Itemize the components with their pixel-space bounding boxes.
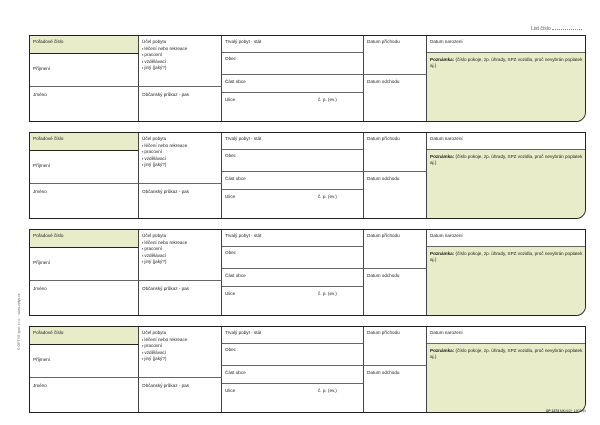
stay-purpose-option[interactable]: ▪ pracovní: [142, 52, 218, 59]
arrival-label: Datum příchodu: [367, 330, 400, 335]
stay-purpose-options: [142, 337, 218, 363]
note-field[interactable]: [427, 53, 586, 122]
city-field[interactable]: [222, 247, 364, 269]
birth-date-label: Datum narození: [430, 39, 463, 44]
surname-label: Příjmení: [33, 66, 51, 71]
residence-state-field[interactable]: [222, 230, 364, 247]
street-label: Ulice: [225, 388, 236, 393]
stay-purpose-option[interactable]: ▪ pracovní: [142, 343, 218, 350]
city-label: Obec: [225, 347, 236, 352]
stay-purpose-field[interactable]: [139, 133, 222, 184]
departure-label: Datum odchodu: [367, 370, 400, 375]
residence-state-label: Trvalý pobyt - stát: [225, 39, 262, 44]
city-part-label: Část obce: [225, 273, 246, 278]
sheet-number-label: List číslo: [531, 26, 582, 32]
stay-purpose-option[interactable]: ▪ vzdělávací: [142, 350, 218, 357]
order-no-label: Pořadové číslo: [33, 136, 64, 141]
stay-purpose-option[interactable]: ▪ vzdělávací: [142, 59, 218, 66]
street-label: Ulice: [225, 291, 236, 296]
street-field[interactable]: [222, 287, 364, 316]
birth-date-label: Datum narození: [430, 233, 463, 238]
departure-date-field[interactable]: [364, 366, 427, 413]
first-name-field[interactable]: [30, 87, 139, 122]
birth-date-label: Datum narození: [430, 330, 463, 335]
id-card-label: Občanský průkaz - pas: [142, 286, 189, 291]
surname-field[interactable]: [30, 345, 139, 378]
first-name-label: Jméno: [33, 286, 47, 291]
city-part-label: Část obce: [225, 79, 246, 84]
guest-record-card: [29, 229, 586, 316]
city-part-field[interactable]: [222, 366, 364, 384]
house-number-label: č. p. (ev.): [318, 194, 337, 199]
house-number-label: č. p. (ev.): [318, 97, 337, 102]
note-label-label: Poznámka:: [430, 348, 455, 353]
stay-purpose-option[interactable]: ▪ vzdělávací: [142, 156, 218, 163]
order-no-label: Pořadové číslo: [33, 233, 64, 238]
street-field[interactable]: [222, 384, 364, 413]
first-name-label: Jméno: [33, 383, 47, 388]
first-name-field[interactable]: [30, 184, 139, 219]
note-text-label: (číslo pokoje, zp. úhrady, SPZ vozidla, proč nevybrán poplatek aj.): [430, 154, 583, 165]
city-field[interactable]: [222, 53, 364, 75]
first-name-label: Jméno: [33, 92, 47, 97]
arrival-date-field[interactable]: [364, 133, 427, 172]
city-field[interactable]: [222, 150, 364, 172]
stay-purpose-option[interactable]: ▪ jiný (jaký?): [142, 356, 218, 363]
stay-purpose-option[interactable]: ▪ léčení nebo rekreace: [142, 46, 218, 53]
stay-purpose-option[interactable]: ▪ jiný (jaký?): [142, 259, 218, 266]
city-label: Obec: [225, 153, 236, 158]
first-name-field[interactable]: [30, 378, 139, 413]
surname-field[interactable]: [30, 248, 139, 281]
city-label: Obec: [225, 250, 236, 255]
stay-purpose-options: [142, 240, 218, 266]
stay-purpose-option[interactable]: ▪ léčení nebo rekreace: [142, 337, 218, 344]
order-number-field[interactable]: [30, 327, 139, 345]
residence-state-label: Trvalý pobyt - stát: [225, 233, 262, 238]
surname-field[interactable]: [30, 54, 139, 87]
departure-label: Datum odchodu: [367, 273, 400, 278]
surname-label: Příjmení: [33, 260, 51, 265]
arrival-label: Datum příchodu: [367, 233, 400, 238]
note-text-label: (číslo pokoje, zp. úhrady, SPZ vozidla, proč nevybrán poplatek aj.): [430, 57, 583, 68]
arrival-label: Datum příchodu: [367, 39, 400, 44]
residence-state-field[interactable]: [222, 133, 364, 150]
stay-purpose-option[interactable]: ▪ pracovní: [142, 246, 218, 253]
stay-purpose-option[interactable]: ▪ jiný (jaký?): [142, 65, 218, 72]
note-text-label: (číslo pokoje, zp. úhrady, SPZ vozidla, proč nevybrán poplatek aj.): [430, 251, 583, 262]
residence-state-label: Trvalý pobyt - stát: [225, 136, 262, 141]
stay-purpose-label: Účel pobytu: [142, 330, 167, 335]
id-card-label: Občanský průkaz - pas: [142, 383, 189, 388]
stay-purpose-option[interactable]: ▪ léčení nebo rekreace: [142, 143, 218, 150]
city-part-label: Část obce: [225, 370, 246, 375]
arrival-label: Datum příchodu: [367, 136, 400, 141]
stay-purpose-label: Účel pobytu: [142, 136, 167, 141]
stay-purpose-option[interactable]: ▪ léčení nebo rekreace: [142, 240, 218, 247]
birth-date-label: Datum narození: [430, 136, 463, 141]
residence-state-field[interactable]: [222, 327, 364, 344]
note-label-label: Poznámka:: [430, 57, 455, 62]
city-part-field[interactable]: [222, 172, 364, 190]
city-part-label: Část obce: [225, 176, 246, 181]
departure-date-field[interactable]: [364, 75, 427, 122]
street-label: Ulice: [225, 194, 236, 199]
city-part-field[interactable]: [222, 75, 364, 93]
id-card-field[interactable]: [139, 378, 222, 413]
departure-date-field[interactable]: [364, 269, 427, 316]
city-part-field[interactable]: [222, 269, 364, 287]
stay-purpose-field[interactable]: [139, 230, 222, 281]
note-field[interactable]: [427, 247, 586, 316]
id-card-label: Občanský průkaz - pas: [142, 189, 189, 194]
departure-date-field[interactable]: [364, 172, 427, 219]
house-number-label: č. p. (ev.): [318, 388, 337, 393]
id-card-field[interactable]: [139, 87, 222, 122]
stay-purpose-options: [142, 143, 218, 169]
birth-date-field[interactable]: [427, 133, 586, 150]
arrival-date-field[interactable]: [364, 327, 427, 366]
street-label: Ulice: [225, 97, 236, 102]
stay-purpose-option[interactable]: ▪ pracovní: [142, 149, 218, 156]
order-number-field[interactable]: [30, 36, 139, 54]
stay-purpose-label: Účel pobytu: [142, 39, 167, 44]
arrival-date-field[interactable]: [364, 230, 427, 269]
publisher-label: © OPTYS spol. s r.o. · www.optys.cz: [17, 293, 21, 350]
first-name-field[interactable]: [30, 281, 139, 316]
house-number-label: č. p. (ev.): [318, 291, 337, 296]
city-field[interactable]: [222, 344, 364, 366]
note-label-label: Poznámka:: [430, 251, 455, 256]
order-number-field[interactable]: [30, 133, 139, 151]
street-field[interactable]: [222, 190, 364, 219]
stay-purpose-field[interactable]: [139, 36, 222, 87]
order-number-field[interactable]: [30, 230, 139, 248]
residence-state-label: Trvalý pobyt - stát: [225, 330, 262, 335]
stay-purpose-option[interactable]: ▪ vzdělávací: [142, 253, 218, 260]
id-card-field[interactable]: [139, 184, 222, 219]
surname-label: Příjmení: [33, 163, 51, 168]
first-name-label: Jméno: [33, 189, 47, 194]
id-card-label: Občanský průkaz - pas: [142, 92, 189, 97]
form-code: OP 1373 MK/4/2/· 1507/90: [545, 409, 586, 413]
order-no-label: Pořadové číslo: [33, 39, 64, 44]
departure-label: Datum odchodu: [367, 176, 400, 181]
stay-purpose-option[interactable]: ▪ jiný (jaký?): [142, 162, 218, 169]
surname-label: Příjmení: [33, 357, 51, 362]
guest-record-card: [29, 35, 586, 122]
stay-purpose-label: Účel pobytu: [142, 233, 167, 238]
birth-date-field[interactable]: [427, 327, 586, 344]
arrival-date-field[interactable]: [364, 36, 427, 75]
guest-record-card: [29, 132, 586, 219]
order-no-label: Pořadové číslo: [33, 330, 64, 335]
departure-label: Datum odchodu: [367, 79, 400, 84]
guest-record-card: [29, 326, 586, 413]
note-text-label: (číslo pokoje, zp. úhrady, SPZ vozidla, proč nevybrán poplatek aj.): [430, 348, 583, 359]
note-label-label: Poznámka:: [430, 154, 455, 159]
birth-date-field[interactable]: [427, 36, 586, 53]
stay-purpose-field[interactable]: [139, 327, 222, 378]
city-label: Obec: [225, 56, 236, 61]
street-field[interactable]: [222, 93, 364, 122]
id-card-field[interactable]: [139, 281, 222, 316]
surname-field[interactable]: [30, 151, 139, 184]
residence-state-field[interactable]: [222, 36, 364, 53]
note-field[interactable]: [427, 344, 586, 413]
birth-date-field[interactable]: [427, 230, 586, 247]
stay-purpose-options: [142, 46, 218, 72]
note-field[interactable]: [427, 150, 586, 219]
